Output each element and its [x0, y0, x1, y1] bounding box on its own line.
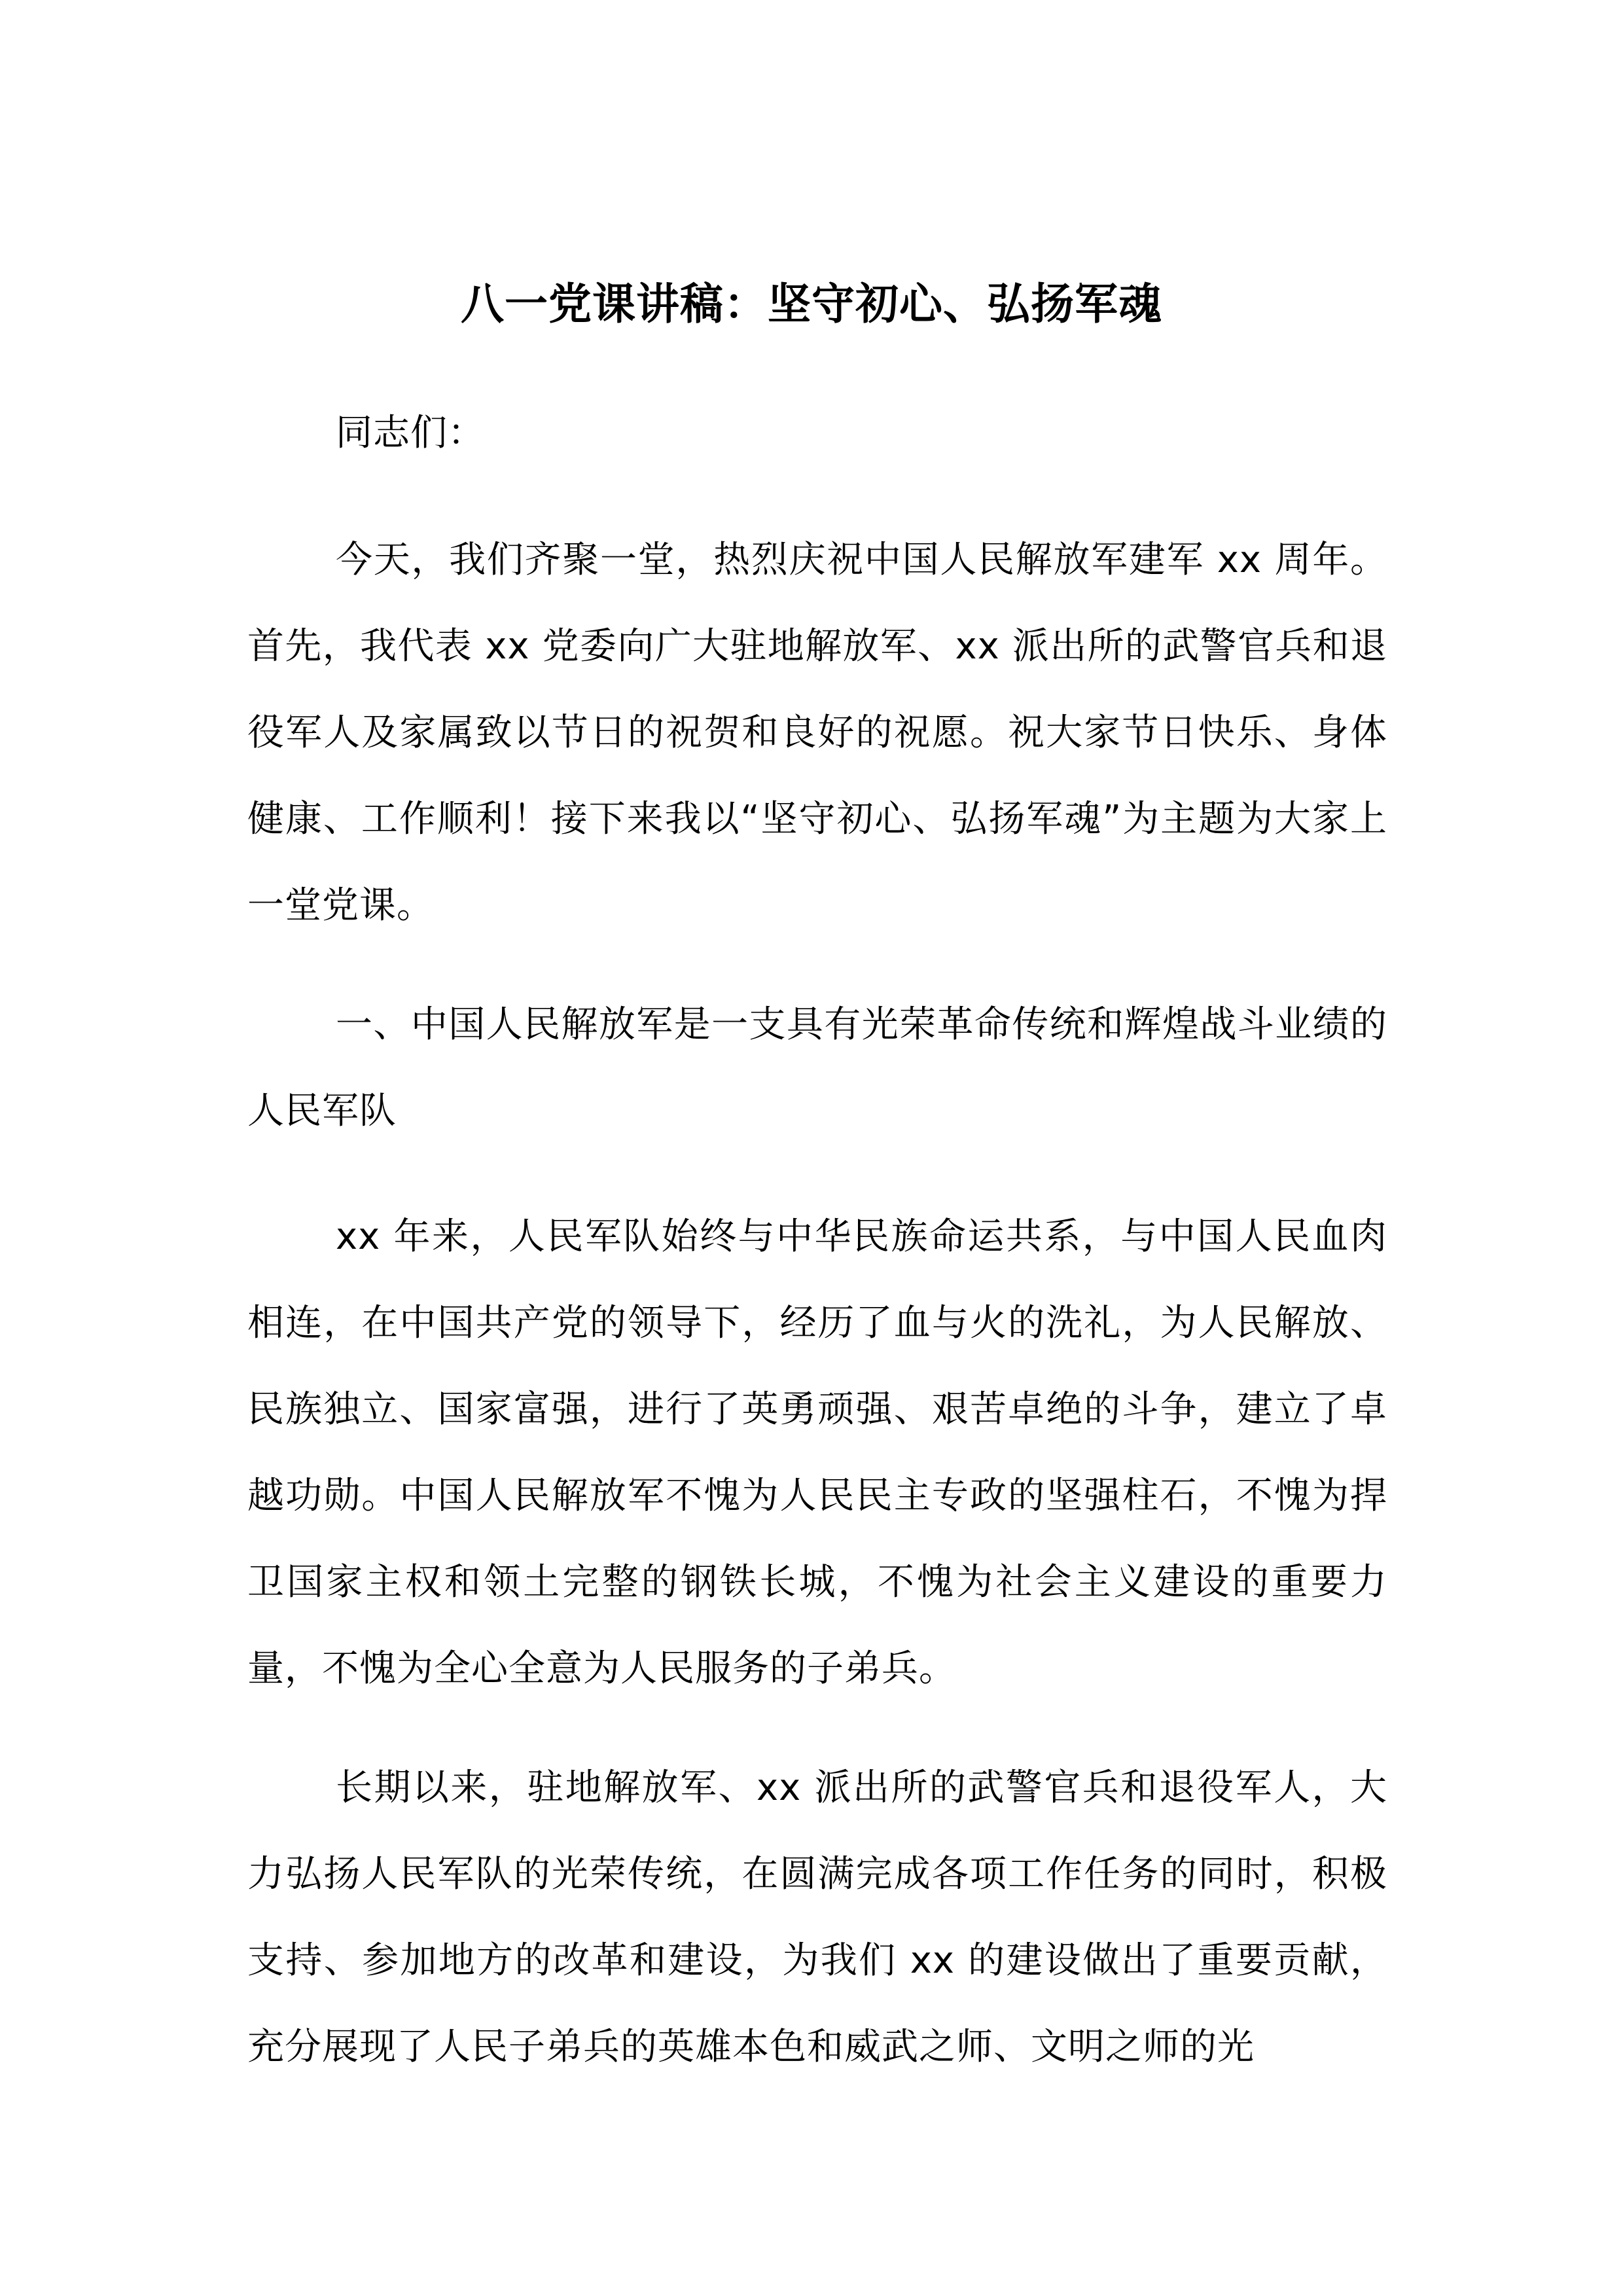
- body-paragraph: 长期以来，驻地解放军、xx 派出所的武警官兵和退役军人，大力弘扬人民军队的光荣传统，在圆满完成各项工作任务的同时，积极支持、参加地方的改革和建设，为我们 xx 的建设做出了重要贡献，充分展现了人民子弟兵的英雄本色和威武之师、文明之师的光: [247, 1767, 1387, 2068]
- document-title: 八一党课讲稿：坚守初心、弘扬军魂: [461, 279, 1162, 329]
- section-heading-one: 一、中国人民解放军是一支具有光荣革命传统和辉煌战斗业绩的人民军队: [247, 1003, 1387, 1132]
- salutation-paragraph: 同志们：: [336, 412, 485, 454]
- body-paragraph: xx 年来，人民军队始终与中华民族命运共系，与中国人民血肉相连，在中国共产党的领导下，经历了血与火的洗礼，为人民解放、民族独立、国家富强，进行了英勇顽强、艰苦卓绝的斗争，建立了卓越功勋。中国人民解放军不愧为人民民主专政的坚强柱石，不愧为捍卫国家主权和领土完整的钢铁长城，不愧为社会主义建设的重要力量，不愧为全心全意为人民服务的子弟兵。: [247, 1215, 1387, 1690]
- opening-paragraph: 今天，我们齐聚一堂，热烈庆祝中国人民解放军建军 xx 周年。首先，我代表 xx 党委向广大驻地解放军、xx 派出所的武警官兵和退役军人及家属致以节日的祝贺和良好的祝愿。祝大家节日快乐、身体健康、工作顺利！接下来我以“坚守初心、弘扬军魂”为主题为大家上一堂党课。: [247, 539, 1387, 927]
